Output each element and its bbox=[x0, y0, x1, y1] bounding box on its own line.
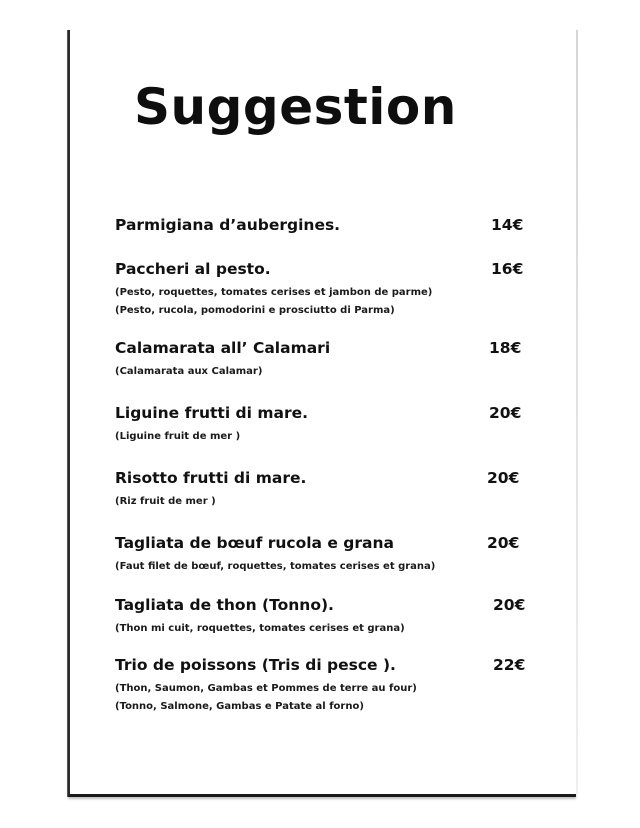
dish-name: Parmigiana d’aubergines. bbox=[115, 216, 341, 234]
dish-price: 22€ bbox=[493, 656, 526, 674]
menu-item bbox=[115, 595, 545, 638]
dish-name: Calamarata all’ Calamari bbox=[115, 339, 331, 357]
dish-name: Tagliata de bœuf rucola e grana bbox=[115, 534, 394, 552]
sheet-edge-shadow bbox=[576, 30, 578, 794]
dish-name: Risotto frutti di mare. bbox=[115, 469, 307, 487]
dish-description: (Riz fruit de mer ) bbox=[115, 496, 216, 507]
menu-item bbox=[115, 655, 545, 716]
dish-description: (Thon mi cuit, roquettes, tomates cerises et grana) bbox=[115, 623, 405, 634]
menu-item bbox=[115, 533, 545, 576]
dish-description: (Pesto, rucola, pomodorini e prosciutto di Parma) bbox=[115, 305, 395, 316]
menu-item bbox=[115, 403, 545, 446]
menu-item bbox=[115, 338, 545, 381]
menu-title: Suggestion bbox=[134, 78, 457, 136]
dish-price: 16€ bbox=[491, 260, 524, 278]
dish-name: Liguine frutti di mare. bbox=[115, 404, 308, 422]
dish-description: (Thon, Saumon, Gambas et Pommes de terre au four) bbox=[115, 683, 417, 694]
dish-name: Trio de poissons (Tris di pesce ). bbox=[115, 656, 396, 674]
dish-description: (Tonno, Salmone, Gambas e Patate al forno) bbox=[115, 701, 364, 712]
dish-description: (Liguine fruit de mer ) bbox=[115, 431, 241, 442]
dish-name: Tagliata de thon (Tonno). bbox=[115, 596, 334, 614]
menu-item bbox=[115, 259, 545, 320]
menu-sheet bbox=[68, 30, 576, 797]
dish-price: 14€ bbox=[491, 216, 524, 234]
dish-price: 20€ bbox=[487, 469, 520, 487]
dish-price: 20€ bbox=[489, 404, 522, 422]
dish-price: 18€ bbox=[489, 339, 522, 357]
dish-description: (Calamarata aux Calamar) bbox=[115, 366, 263, 377]
menu-item bbox=[115, 215, 545, 235]
menu-item bbox=[115, 468, 545, 511]
dish-price: 20€ bbox=[487, 534, 520, 552]
dish-description: (Faut filet de bœuf, roquettes, tomates cerises et grana) bbox=[115, 561, 436, 572]
dish-name: Paccheri al pesto. bbox=[115, 260, 271, 278]
dish-price: 20€ bbox=[493, 596, 526, 614]
dish-description: (Pesto, roquettes, tomates cerises et jambon de parme) bbox=[115, 287, 433, 298]
